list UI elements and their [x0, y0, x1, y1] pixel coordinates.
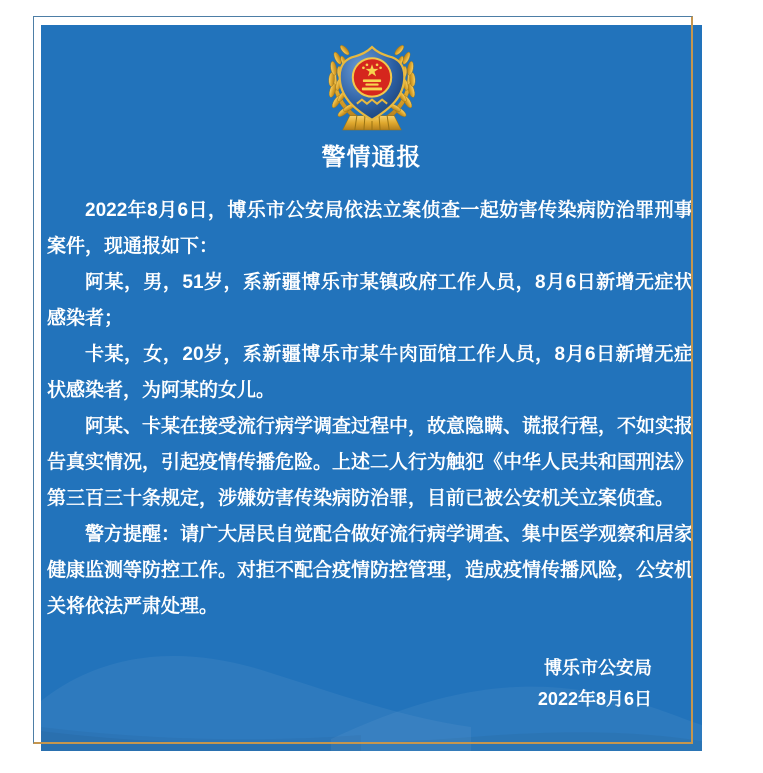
paragraph-intro: 2022年8月6日，博乐市公安局依法立案侦查一起妨害传染病防治罪刑事案件，现通报如下：	[47, 200, 693, 257]
paragraph-case-ka: 卡某，女，20岁，系新疆博乐市某牛肉面馆工作人员，8月6日新增无症状感染者，为阿某的女儿。	[47, 344, 693, 401]
notice-poster	[41, 25, 702, 751]
notice-title: 警情通报	[321, 144, 422, 171]
signature-issuer: 博乐市公安局	[544, 658, 652, 678]
notice-body	[47, 193, 693, 625]
paragraph-reminder: 警方提醒：请广大居民自觉配合做好流行病学调查、集中医学观察和居家健康监测等防控工作。对拒不配合疫情防控管理，造成疫情传播风险，公安机关将依法严肃处理。	[47, 524, 694, 617]
paragraph-offense: 阿某、卡某在接受流行病学调查过程中，故意隐瞒、谎报行程，不如实报告真实情况，引起疫情传播危险。上述二人行为触犯《中华人民共和国刑法》第三百三十条规定，涉嫌妨害传染病防治罪，目前已被公安机关立案侦查。	[47, 416, 694, 509]
paragraph-case-a: 阿某，男，51岁，系新疆博乐市某镇政府工作人员，8月6日新增无症状感染者；	[47, 272, 693, 329]
badge-container	[41, 39, 702, 140]
signature-date: 2022年8月6日	[537, 689, 652, 709]
police-badge-icon	[321, 39, 423, 135]
signature-block	[538, 653, 652, 715]
